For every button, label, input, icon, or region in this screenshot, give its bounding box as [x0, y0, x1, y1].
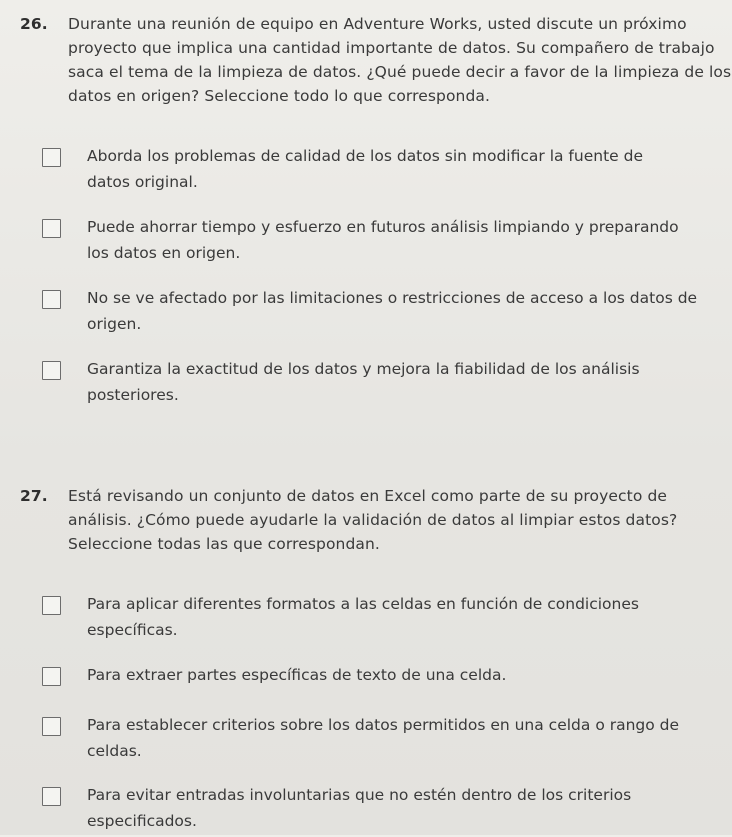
- option-label-line: Para evitar entradas involuntarias que no estén dentro de los criterios: [87, 786, 632, 804]
- option-label-line: Aborda los problemas de calidad de los datos sin modificar la fuente de: [87, 147, 643, 165]
- question-text: Durante una reunión de equipo en Adventure Works, usted discute un próximo: [68, 15, 687, 33]
- option-label-line: Para establecer criterios sobre los datos permitidos en una celda o rango de: [87, 716, 680, 734]
- option-label-line: Para aplicar diferentes formatos a las celdas en función de condiciones: [87, 595, 639, 613]
- question-text-line: [20, 484, 710, 508]
- option-label-line: Para extraer partes específicas de texto de una celda.: [87, 666, 507, 684]
- question-text-line: proyecto que implica una cantidad importante de datos. Su compañero de trabajo: [68, 39, 715, 57]
- question-text: Está revisando un conjunto de datos en Excel como parte de su proyecto de: [68, 487, 668, 505]
- question-text-line: saca el tema de la limpieza de datos. ¿Qué puede decir a favor de la limpieza de los: [68, 63, 732, 81]
- option-label-line: datos original.: [87, 173, 198, 191]
- question-text-line: Seleccione todas las que correspondan.: [68, 535, 380, 553]
- question-27: [20, 484, 710, 830]
- option-label-line: No se ve afectado por las limitaciones o restricciones de acceso a los datos de: [87, 289, 698, 307]
- option-checkbox[interactable]: [42, 361, 61, 380]
- option-checkbox[interactable]: [42, 717, 61, 736]
- option-checkbox[interactable]: [42, 667, 61, 686]
- option-checkbox[interactable]: [42, 290, 61, 309]
- option-checkbox[interactable]: [42, 219, 61, 238]
- question-text-line: análisis. ¿Cómo puede ayudarle la validación de datos al limpiar estos datos?: [68, 511, 678, 529]
- option-label-line: Garantiza la exactitud de los datos y mejora la fiabilidad de los análisis: [87, 360, 640, 378]
- option-checkbox[interactable]: [42, 787, 61, 806]
- option-label-line: posteriores.: [87, 386, 179, 404]
- option-checkbox[interactable]: [42, 148, 61, 167]
- option-label-line: origen.: [87, 315, 142, 333]
- question-number: 27.: [20, 487, 48, 505]
- option-checkbox[interactable]: [42, 596, 61, 615]
- question-text-line: [20, 12, 710, 36]
- option-label-line: especificados.: [87, 812, 197, 830]
- option-label-line: específicas.: [87, 621, 178, 639]
- question-number: 26.: [20, 15, 48, 33]
- option-label-line: celdas.: [87, 742, 142, 760]
- option-label-line: Puede ahorrar tiempo y esfuerzo en futuros análisis limpiando y preparando: [87, 218, 679, 236]
- option-label-line: los datos en origen.: [87, 244, 241, 262]
- question-text-line: datos en origen? Seleccione todo lo que corresponda.: [68, 87, 491, 105]
- question-26: [20, 12, 732, 404]
